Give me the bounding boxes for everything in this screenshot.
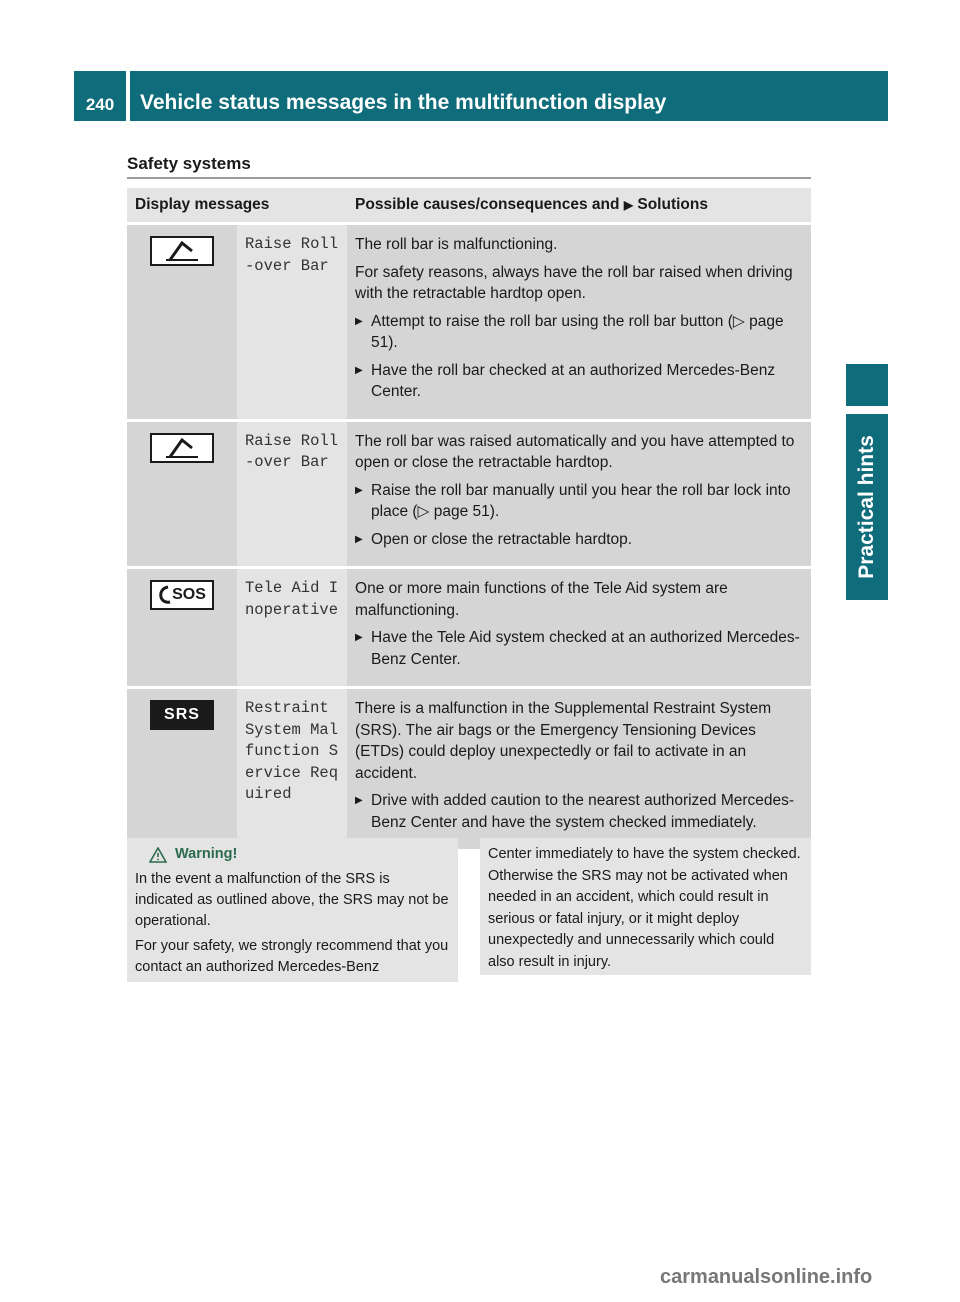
solution-cell: [347, 225, 811, 422]
icon-cell: [127, 422, 237, 570]
srs-icon: [150, 700, 214, 730]
page-header: [74, 71, 888, 121]
sos-label: SOS: [172, 586, 206, 604]
section-title: Safety systems: [127, 154, 251, 173]
cause-text: There is a malfunction in the Supplemental Restraint System (SRS). The air bags or the Emergency Tensioning Devices (ETDs) could deploy unexpectedly or fail to activate in an accident.: [355, 700, 772, 782]
side-marker: [846, 364, 888, 406]
solution-cell: [347, 689, 811, 852]
header-causes-solutions: Possible causes/consequences and ▶ Solutions: [347, 188, 811, 225]
table-header-row: [127, 188, 811, 225]
display-message: Raise Roll-over Bar: [237, 422, 347, 570]
roll-bar-icon: [150, 236, 214, 266]
srs-label: SRS: [164, 706, 200, 724]
cause-text: The roll bar was raised automatically and you have attempted to open or close the retractable hardtop.: [355, 432, 795, 471]
warning-text: For your safety, we strongly recommend that you contact an authorized Mercedes-Benz: [135, 938, 449, 975]
section-divider: [127, 177, 811, 179]
warning-triangle-icon: [149, 847, 167, 863]
table-row: [127, 689, 811, 852]
solution-step: ▶ Drive with added caution to the nearest authorized Mercedes-Benz Center and have the system checked immediately.: [355, 790, 803, 833]
solution-step: ▶ Raise the roll bar manually until you hear the roll bar lock into place (▷ page 51).: [355, 480, 803, 523]
solution-cell: [347, 422, 811, 570]
table-row: [127, 225, 811, 422]
icon-cell: [127, 689, 237, 852]
solution-step: ▶ Have the Tele Aid system checked at an authorized Mercedes-Benz Center.: [355, 627, 803, 670]
warning-text: In the event a malfunction of the SRS is indicated as outlined above, the SRS may not be operational.: [135, 871, 449, 929]
solution-cell: [347, 569, 811, 689]
warning-continuation: [480, 838, 811, 975]
solution-step: ▶ Open or close the retractable hardtop.: [355, 529, 803, 551]
table-row: [127, 422, 811, 570]
table-row: [127, 569, 811, 689]
cause-text: The roll bar is malfunctioning.: [355, 236, 558, 253]
watermark: carmanualsonline.info: [660, 1266, 873, 1288]
header-display-messages: Display messages: [127, 188, 347, 225]
cause-text: One or more main functions of the Tele Aid system are malfunctioning.: [355, 580, 728, 619]
page-number: 240: [74, 71, 126, 121]
messages-table: [127, 188, 811, 852]
display-message: Tele Aid Inoperative: [237, 569, 347, 689]
icon-cell: [127, 225, 237, 422]
chapter-tab: [846, 414, 888, 600]
warning-text: Center immediately to have the system checked. Otherwise the SRS may not be activated when needed in an accident, which could result in serious or fatal injury, or it might deploy unexpectedly and unnecessarily which could also result in injury.: [488, 846, 801, 970]
play-arrow-icon: ▶: [623, 198, 634, 212]
sos-phone-icon: [150, 580, 214, 610]
display-message: Restraint System Malfunction Service Required: [237, 689, 347, 852]
solution-step: ▶ Attempt to raise the roll bar using the roll bar button (▷ page 51).: [355, 311, 803, 354]
cause-text: For safety reasons, always have the roll bar raised when driving with the retractable hardtop open.: [355, 263, 793, 302]
chapter-tab-label: Practical hints: [855, 435, 878, 579]
warning-box: [127, 838, 458, 982]
solution-step: ▶ Have the roll bar checked at an authorized Mercedes-Benz Center.: [355, 360, 803, 403]
roll-bar-icon: [150, 433, 214, 463]
display-message: Raise Roll-over Bar: [237, 225, 347, 422]
page-title: Vehicle status messages in the multifunction display: [130, 71, 888, 121]
icon-cell: [127, 569, 237, 689]
warning-heading: Warning!: [149, 844, 450, 865]
